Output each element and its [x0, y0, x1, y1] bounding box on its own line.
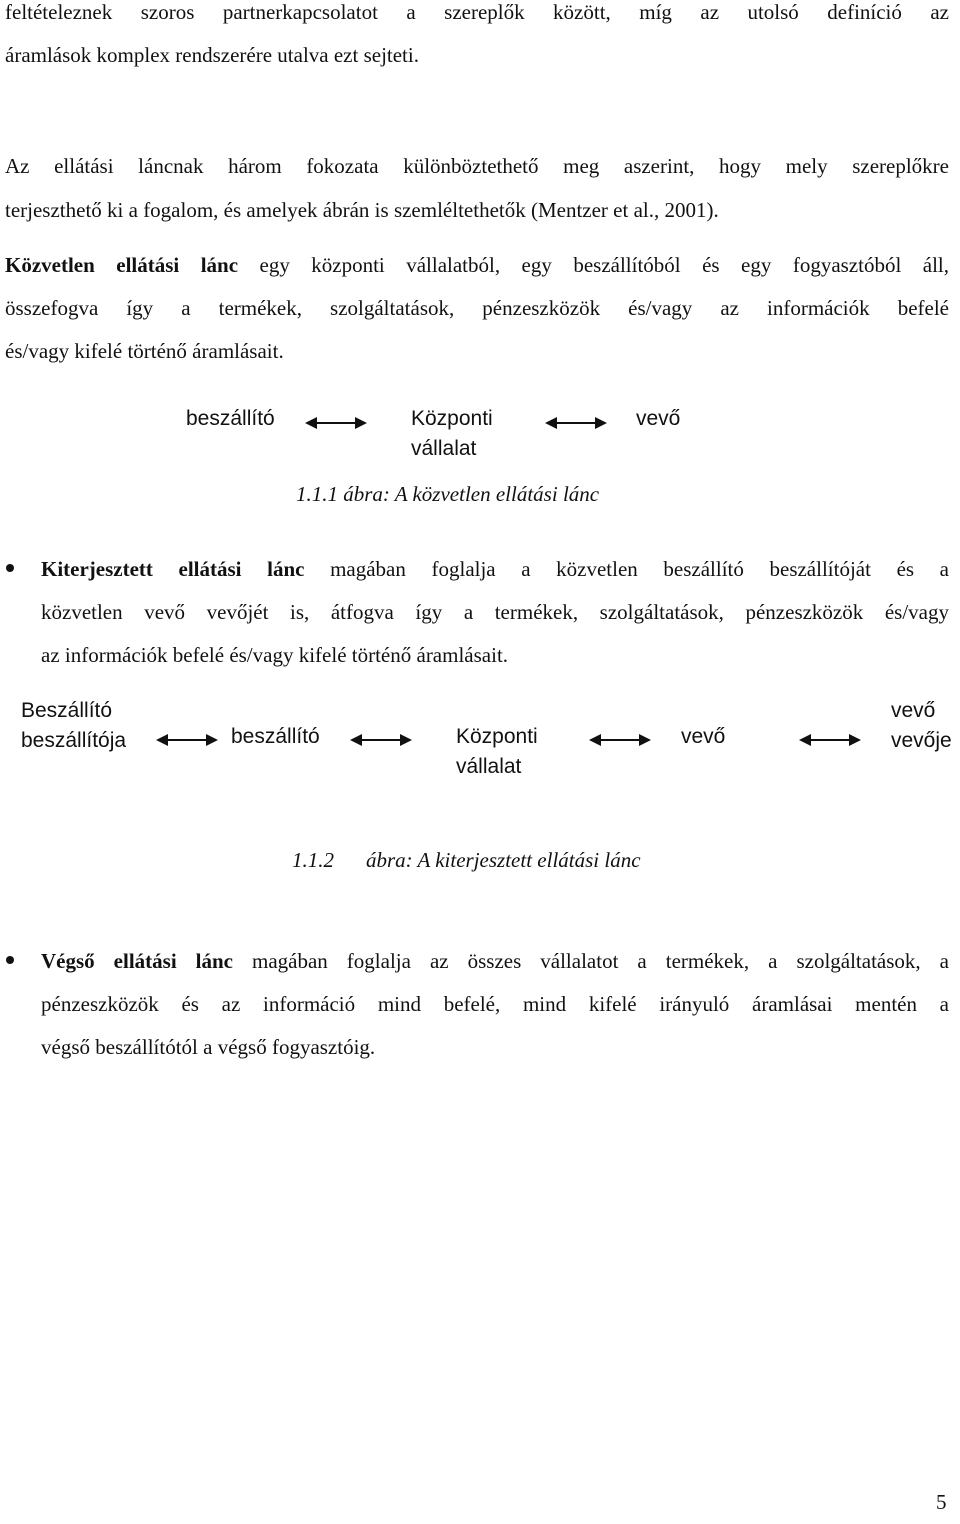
bullet-icon: [6, 956, 14, 964]
page-number: 5: [936, 1490, 947, 1514]
fig2-caption-number: 1.1.2: [292, 848, 334, 872]
fig2-central-company-line1: Központi: [456, 725, 538, 748]
paragraph-line: pénzeszközök és az információ mind befelé, mind kifelé irányuló áramlásai mentén a: [41, 992, 949, 1016]
fig1-caption: 1.1.1 ábra: A közvetlen ellátási lánc: [296, 482, 600, 506]
fig2-caption: ábra: A kiterjesztett ellátási lánc: [366, 848, 641, 872]
paragraph-line: végső beszállítótól a végső fogyasztóig.: [41, 1035, 376, 1059]
fig2-supplier: beszállító: [231, 725, 320, 748]
double-headed-arrow-icon: [799, 732, 861, 748]
fig2-customer: vevő: [681, 725, 726, 748]
double-headed-arrow-icon: [589, 732, 651, 748]
fig2-customer-customer-line1: vevő: [891, 699, 936, 722]
paragraph-line: összefogva így a termékek, szolgáltatások, pénzeszközök és/vagy az információk befelé: [5, 296, 949, 320]
fig1-central-company-line2: vállalat: [411, 437, 477, 460]
definition-ultimate: Végső ellátási lánc magában foglalja az összes vállalatot a termékek, a szolgáltatások, a: [41, 949, 949, 973]
definition-direct: Közvetlen ellátási lánc egy központi vállalatból, egy beszállítóból és egy fogyasztóból áll,: [5, 253, 949, 277]
double-headed-arrow-icon: [305, 415, 367, 431]
fig1-customer: vevő: [636, 407, 681, 430]
fig1-central-company-line1: Központi: [411, 407, 493, 430]
paragraph-line: áramlások komplex rendszerére utalva ezt sejteti.: [5, 43, 419, 67]
bullet-icon: [6, 564, 14, 572]
fig2-customer-customer-line2: vevője: [891, 729, 952, 752]
term-direct-supply-chain: Közvetlen ellátási lánc: [5, 253, 239, 277]
double-headed-arrow-icon: [545, 415, 607, 431]
double-headed-arrow-icon: [156, 732, 218, 748]
term-ultimate-supply-chain: Végső ellátási lánc: [41, 949, 233, 973]
fig2-supplier-supplier-line1: Beszállító: [21, 699, 113, 722]
paragraph-line: közvetlen vevő vevőjét is, átfogva így a termékek, szolgáltatások, pénzeszközök és/vagy: [41, 600, 949, 624]
fig2-central-company-line2: vállalat: [456, 755, 522, 778]
fig1-supplier: beszállító: [186, 407, 275, 430]
paragraph-line: Az ellátási láncnak három fokozata különböztethető meg aszerint, hogy mely szereplőkre: [5, 154, 949, 178]
term-extended-supply-chain: Kiterjesztett ellátási lánc: [41, 557, 305, 581]
definition-extended: Kiterjesztett ellátási lánc magában foglalja a közvetlen beszállító beszállítóját és a: [41, 557, 949, 581]
paragraph-line: terjeszthető ki a fogalom, és amelyek ábrán is szemléltethetők (Mentzer et al., 2001).: [5, 198, 719, 222]
paragraph-line: és/vagy kifelé történő áramlásait.: [5, 339, 284, 363]
fig2-supplier-supplier-line2: beszállítója: [21, 729, 127, 752]
double-headed-arrow-icon: [350, 732, 412, 748]
paragraph-line: az információk befelé és/vagy kifelé történő áramlásait.: [41, 643, 509, 667]
paragraph-line: feltételeznek szoros partnerkapcsolatot a szereplők között, míg az utolsó definíció az: [5, 0, 949, 24]
